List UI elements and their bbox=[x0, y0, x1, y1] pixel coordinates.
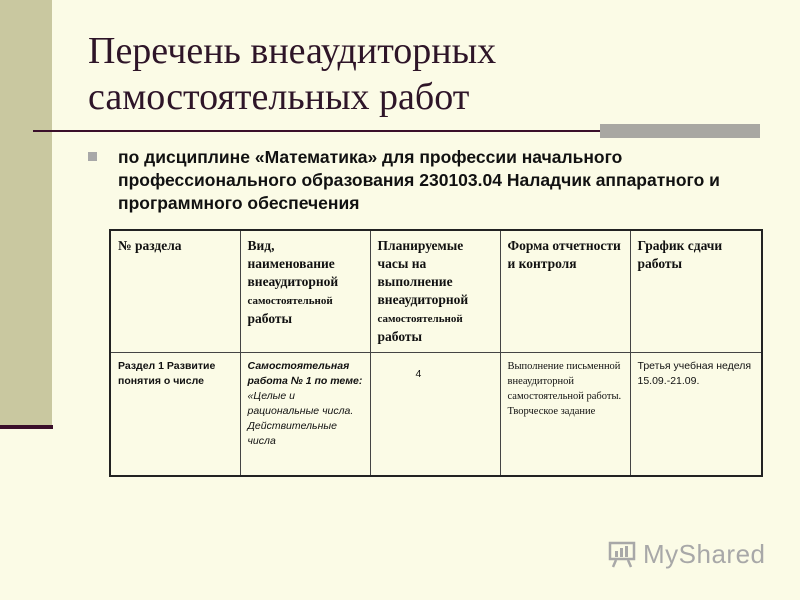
slide-subtitle: по дисциплине «Математика» для профессии начального профессионального образования 230103.04 Наладчик аппаратного и программного обеспечения bbox=[118, 147, 720, 213]
header-label: График сдачи работы bbox=[637, 238, 723, 271]
header-planned-hours bbox=[370, 230, 500, 353]
left-decor-line bbox=[0, 425, 53, 429]
cell-work-title: Самостоятельная работа № 1 по теме: bbox=[247, 360, 363, 387]
cell-section: Раздел 1 Развитие понятия о числе bbox=[110, 353, 240, 477]
title-line-1: Перечень внеаудиторных bbox=[88, 30, 497, 72]
header-report-form bbox=[500, 230, 630, 353]
myshared-logo bbox=[607, 537, 766, 571]
cell-schedule: Третья учебная неделя 15.09.-21.09. bbox=[630, 353, 762, 477]
work-plan-table bbox=[109, 229, 763, 477]
logo-text: MyShared bbox=[643, 538, 766, 569]
header-section-number bbox=[110, 230, 240, 353]
title-line-2: самостоятельных работ bbox=[88, 76, 470, 118]
table-header-row bbox=[110, 230, 762, 353]
header-label: самостоятельной bbox=[377, 313, 463, 325]
left-decor-band bbox=[0, 0, 52, 428]
bullet-square-icon bbox=[88, 152, 97, 161]
cell-work-type bbox=[240, 353, 370, 477]
divider-accent-block bbox=[600, 124, 760, 138]
header-label: работы bbox=[247, 311, 293, 326]
header-label: работы bbox=[377, 329, 423, 344]
header-label: Форма отчетности и контроля bbox=[507, 238, 621, 271]
header-work-type bbox=[240, 230, 370, 353]
presentation-board-icon bbox=[607, 539, 637, 569]
cell-hours: 4 bbox=[370, 353, 500, 477]
header-label: Вид, наименование внеаудиторной bbox=[247, 238, 339, 289]
table-row bbox=[110, 353, 762, 477]
slide-title bbox=[88, 28, 728, 120]
header-schedule bbox=[630, 230, 762, 353]
cell-report-form: Выполнение письменной внеаудиторной самостоятельной работы. Творческое задание bbox=[500, 353, 630, 477]
header-label: Планируемые часы на выполнение внеаудиторной bbox=[377, 238, 469, 307]
header-label: самостоятельной bbox=[247, 295, 333, 307]
title-divider bbox=[33, 130, 601, 132]
cell-work-topic: «Целые и рациональные числа. Действительные числа bbox=[247, 390, 354, 447]
header-label: № раздела bbox=[118, 238, 182, 253]
